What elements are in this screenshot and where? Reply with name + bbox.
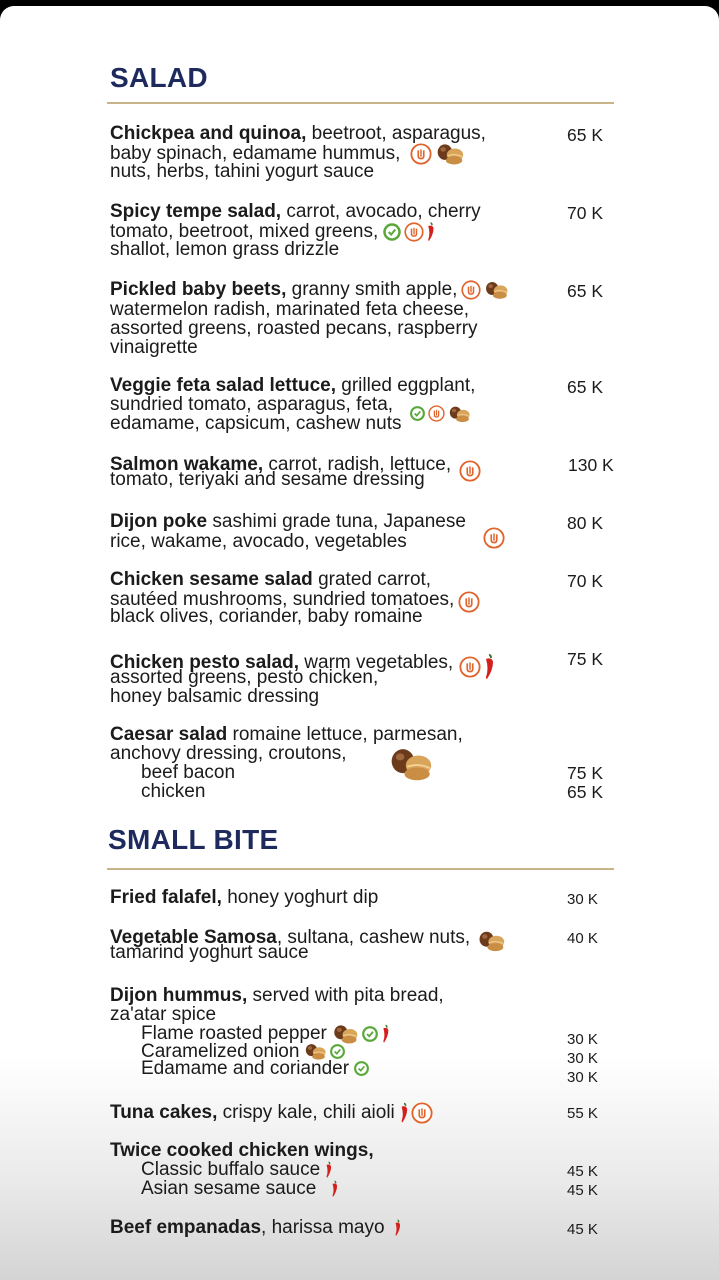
item-name: Salmon wakame, bbox=[110, 454, 264, 476]
halal-icon bbox=[411, 1102, 433, 1124]
nuts-icon bbox=[331, 1024, 359, 1044]
item-name: Chicken sesame salad bbox=[110, 569, 313, 590]
item-description: sashimi grade tuna, Japanese bbox=[207, 511, 466, 532]
item-description: assorted greens, pesto chicken, bbox=[110, 667, 379, 688]
item-name: Twice cooked chicken wings, bbox=[110, 1140, 374, 1161]
item-description: tomato, beetroot, mixed greens, bbox=[110, 221, 379, 243]
small-bite-divider bbox=[107, 868, 614, 870]
item-price: 70 K bbox=[567, 203, 603, 223]
item-price: 65 K bbox=[567, 377, 603, 397]
item-description: tamarind yoghurt sauce bbox=[110, 942, 309, 963]
halal-icon bbox=[461, 280, 481, 300]
small-bite-section-title: SMALL BITE bbox=[108, 824, 279, 855]
item-description: sautéed mushrooms, sundried tomatoes, bbox=[110, 589, 455, 611]
halal-icon bbox=[458, 591, 480, 613]
item-description: anchovy dressing, croutons, bbox=[110, 743, 347, 764]
item-description: shallot, lemon grass drizzle bbox=[110, 239, 340, 260]
nuts-icon bbox=[386, 746, 434, 782]
menu-item-pickled-beets bbox=[110, 280, 570, 357]
item-description: honey balsamic dressing bbox=[110, 686, 320, 707]
menu-item-chicken-wings bbox=[110, 1141, 570, 1198]
nuts-icon bbox=[483, 280, 509, 300]
item-price: 45 K bbox=[567, 1163, 598, 1180]
item-price: 65 K bbox=[567, 782, 603, 802]
item-option: Caramelized onion bbox=[141, 1041, 300, 1062]
item-option: Flame roasted pepper bbox=[141, 1023, 327, 1045]
item-price: 130 K bbox=[568, 455, 614, 475]
item-price: 65 K bbox=[567, 281, 603, 301]
item-description: nuts, herbs, tahini yogurt sauce bbox=[110, 161, 375, 182]
item-name: Fried falafel, bbox=[110, 887, 222, 908]
item-description: , harissa mayo bbox=[261, 1217, 385, 1238]
item-description: black olives, coriander, baby romaine bbox=[110, 606, 423, 627]
menu-item-tuna-cakes bbox=[110, 1102, 570, 1124]
item-description: vinaigrette bbox=[110, 337, 198, 358]
halal-icon bbox=[483, 527, 505, 549]
chili-icon bbox=[324, 1161, 333, 1179]
item-description: served with pita bread, bbox=[247, 985, 444, 1006]
menu-item-vegetable-samosa bbox=[110, 927, 570, 962]
item-price: 75 K bbox=[567, 649, 603, 669]
item-description: crispy kale, chili aioli bbox=[217, 1102, 395, 1124]
item-description: , sultana, cashew nuts, bbox=[276, 927, 471, 949]
halal-icon bbox=[459, 460, 481, 482]
item-description: tomato, teriyaki and sesame dressing bbox=[110, 469, 425, 490]
menu-item-spicy-tempe bbox=[110, 202, 570, 259]
menu-item-salmon-wakame bbox=[110, 454, 570, 489]
item-description: beetroot, asparagus, bbox=[306, 123, 486, 144]
vegan-icon bbox=[409, 405, 426, 422]
item-description: carrot, radish, lettuce, bbox=[263, 454, 452, 476]
menu-item-chicken-pesto bbox=[110, 648, 570, 706]
chili-icon bbox=[381, 1024, 390, 1044]
vegan-icon bbox=[353, 1060, 370, 1077]
chili-icon bbox=[426, 221, 435, 243]
item-description: watermelon radish, marinated feta cheese, bbox=[110, 299, 470, 320]
item-description: carrot, avocado, cherry bbox=[281, 201, 481, 222]
item-price: 65 K bbox=[567, 125, 603, 145]
salad-divider bbox=[107, 102, 614, 104]
item-description: grated carrot, bbox=[312, 569, 432, 590]
item-name: Beef empanadas bbox=[110, 1217, 262, 1238]
nuts-icon bbox=[447, 405, 471, 423]
item-option: Classic buffalo sauce bbox=[141, 1159, 321, 1180]
item-price: 30 K bbox=[567, 1050, 598, 1067]
item-description: romaine lettuce, parmesan, bbox=[227, 724, 463, 745]
item-description: baby spinach, edamame hummus, bbox=[110, 143, 401, 165]
item-price: 40 K bbox=[567, 930, 598, 947]
item-option: Edamame and coriander bbox=[141, 1058, 350, 1079]
item-name: Dijon hummus, bbox=[110, 985, 248, 1006]
chili-icon bbox=[399, 1102, 409, 1124]
item-description: grilled eggplant, bbox=[335, 375, 476, 396]
halal-icon bbox=[459, 656, 481, 678]
chili-icon bbox=[483, 652, 495, 682]
item-price: 45 K bbox=[567, 1182, 598, 1199]
item-price: 30 K bbox=[567, 1069, 598, 1086]
nuts-icon bbox=[476, 930, 506, 952]
item-description: edamame, capsicum, cashew nuts bbox=[110, 413, 402, 434]
item-name: Dijon poke bbox=[110, 511, 208, 532]
item-name: Vegetable Samosa bbox=[110, 927, 277, 949]
item-option: chicken bbox=[141, 781, 206, 802]
item-price: 30 K bbox=[567, 891, 598, 908]
menu-item-dijon-hummus bbox=[110, 986, 570, 1078]
menu-item-caesar-salad bbox=[110, 725, 570, 801]
menu-item-fried-falafel bbox=[110, 888, 570, 907]
item-description: sundried tomato, asparagus, feta, bbox=[110, 394, 394, 415]
item-price: 75 K bbox=[567, 763, 603, 783]
item-price: 80 K bbox=[567, 513, 603, 533]
item-description: rice, wakame, avocado, vegetables bbox=[110, 531, 407, 553]
halal-icon bbox=[428, 405, 445, 422]
menu-item-beef-empanadas bbox=[110, 1218, 570, 1237]
item-option: Asian sesame sauce bbox=[141, 1178, 317, 1199]
item-name: Pickled baby beets, bbox=[110, 279, 287, 301]
item-price: 45 K bbox=[567, 1221, 598, 1238]
item-description: assorted greens, roasted pecans, raspberry bbox=[110, 318, 478, 339]
nuts-icon bbox=[434, 143, 465, 165]
menu-item-dijon-poke bbox=[110, 512, 570, 553]
item-description: honey yoghurt dip bbox=[221, 887, 379, 908]
item-price: 55 K bbox=[567, 1105, 598, 1122]
vegan-icon bbox=[361, 1025, 379, 1043]
item-name: Chickpea and quinoa, bbox=[110, 123, 307, 144]
chili-icon bbox=[330, 1180, 339, 1198]
menu-item-chicken-sesame bbox=[110, 570, 570, 626]
item-name: Caesar salad bbox=[110, 724, 228, 745]
vegan-icon bbox=[382, 222, 402, 242]
item-name: Tuna cakes, bbox=[110, 1102, 218, 1124]
item-name: Spicy tempe salad, bbox=[110, 201, 282, 222]
item-description: granny smith apple, bbox=[286, 279, 458, 301]
item-option: beef bacon bbox=[141, 762, 236, 783]
menu-item-veggie-feta bbox=[110, 376, 570, 433]
item-description: warm vegetables, bbox=[299, 652, 454, 674]
halal-icon bbox=[410, 143, 432, 165]
item-price: 30 K bbox=[567, 1031, 598, 1048]
item-description: za'atar spice bbox=[110, 1004, 217, 1025]
menu-item-chickpea-quinoa bbox=[110, 124, 570, 181]
item-name: Veggie feta salad lettuce, bbox=[110, 375, 336, 396]
salad-section-title: SALAD bbox=[110, 62, 208, 93]
item-price: 70 K bbox=[567, 571, 603, 591]
halal-icon bbox=[404, 222, 424, 242]
item-name: Chicken pesto salad, bbox=[110, 652, 300, 674]
menu-page bbox=[0, 6, 719, 1280]
chili-icon bbox=[393, 1219, 402, 1237]
